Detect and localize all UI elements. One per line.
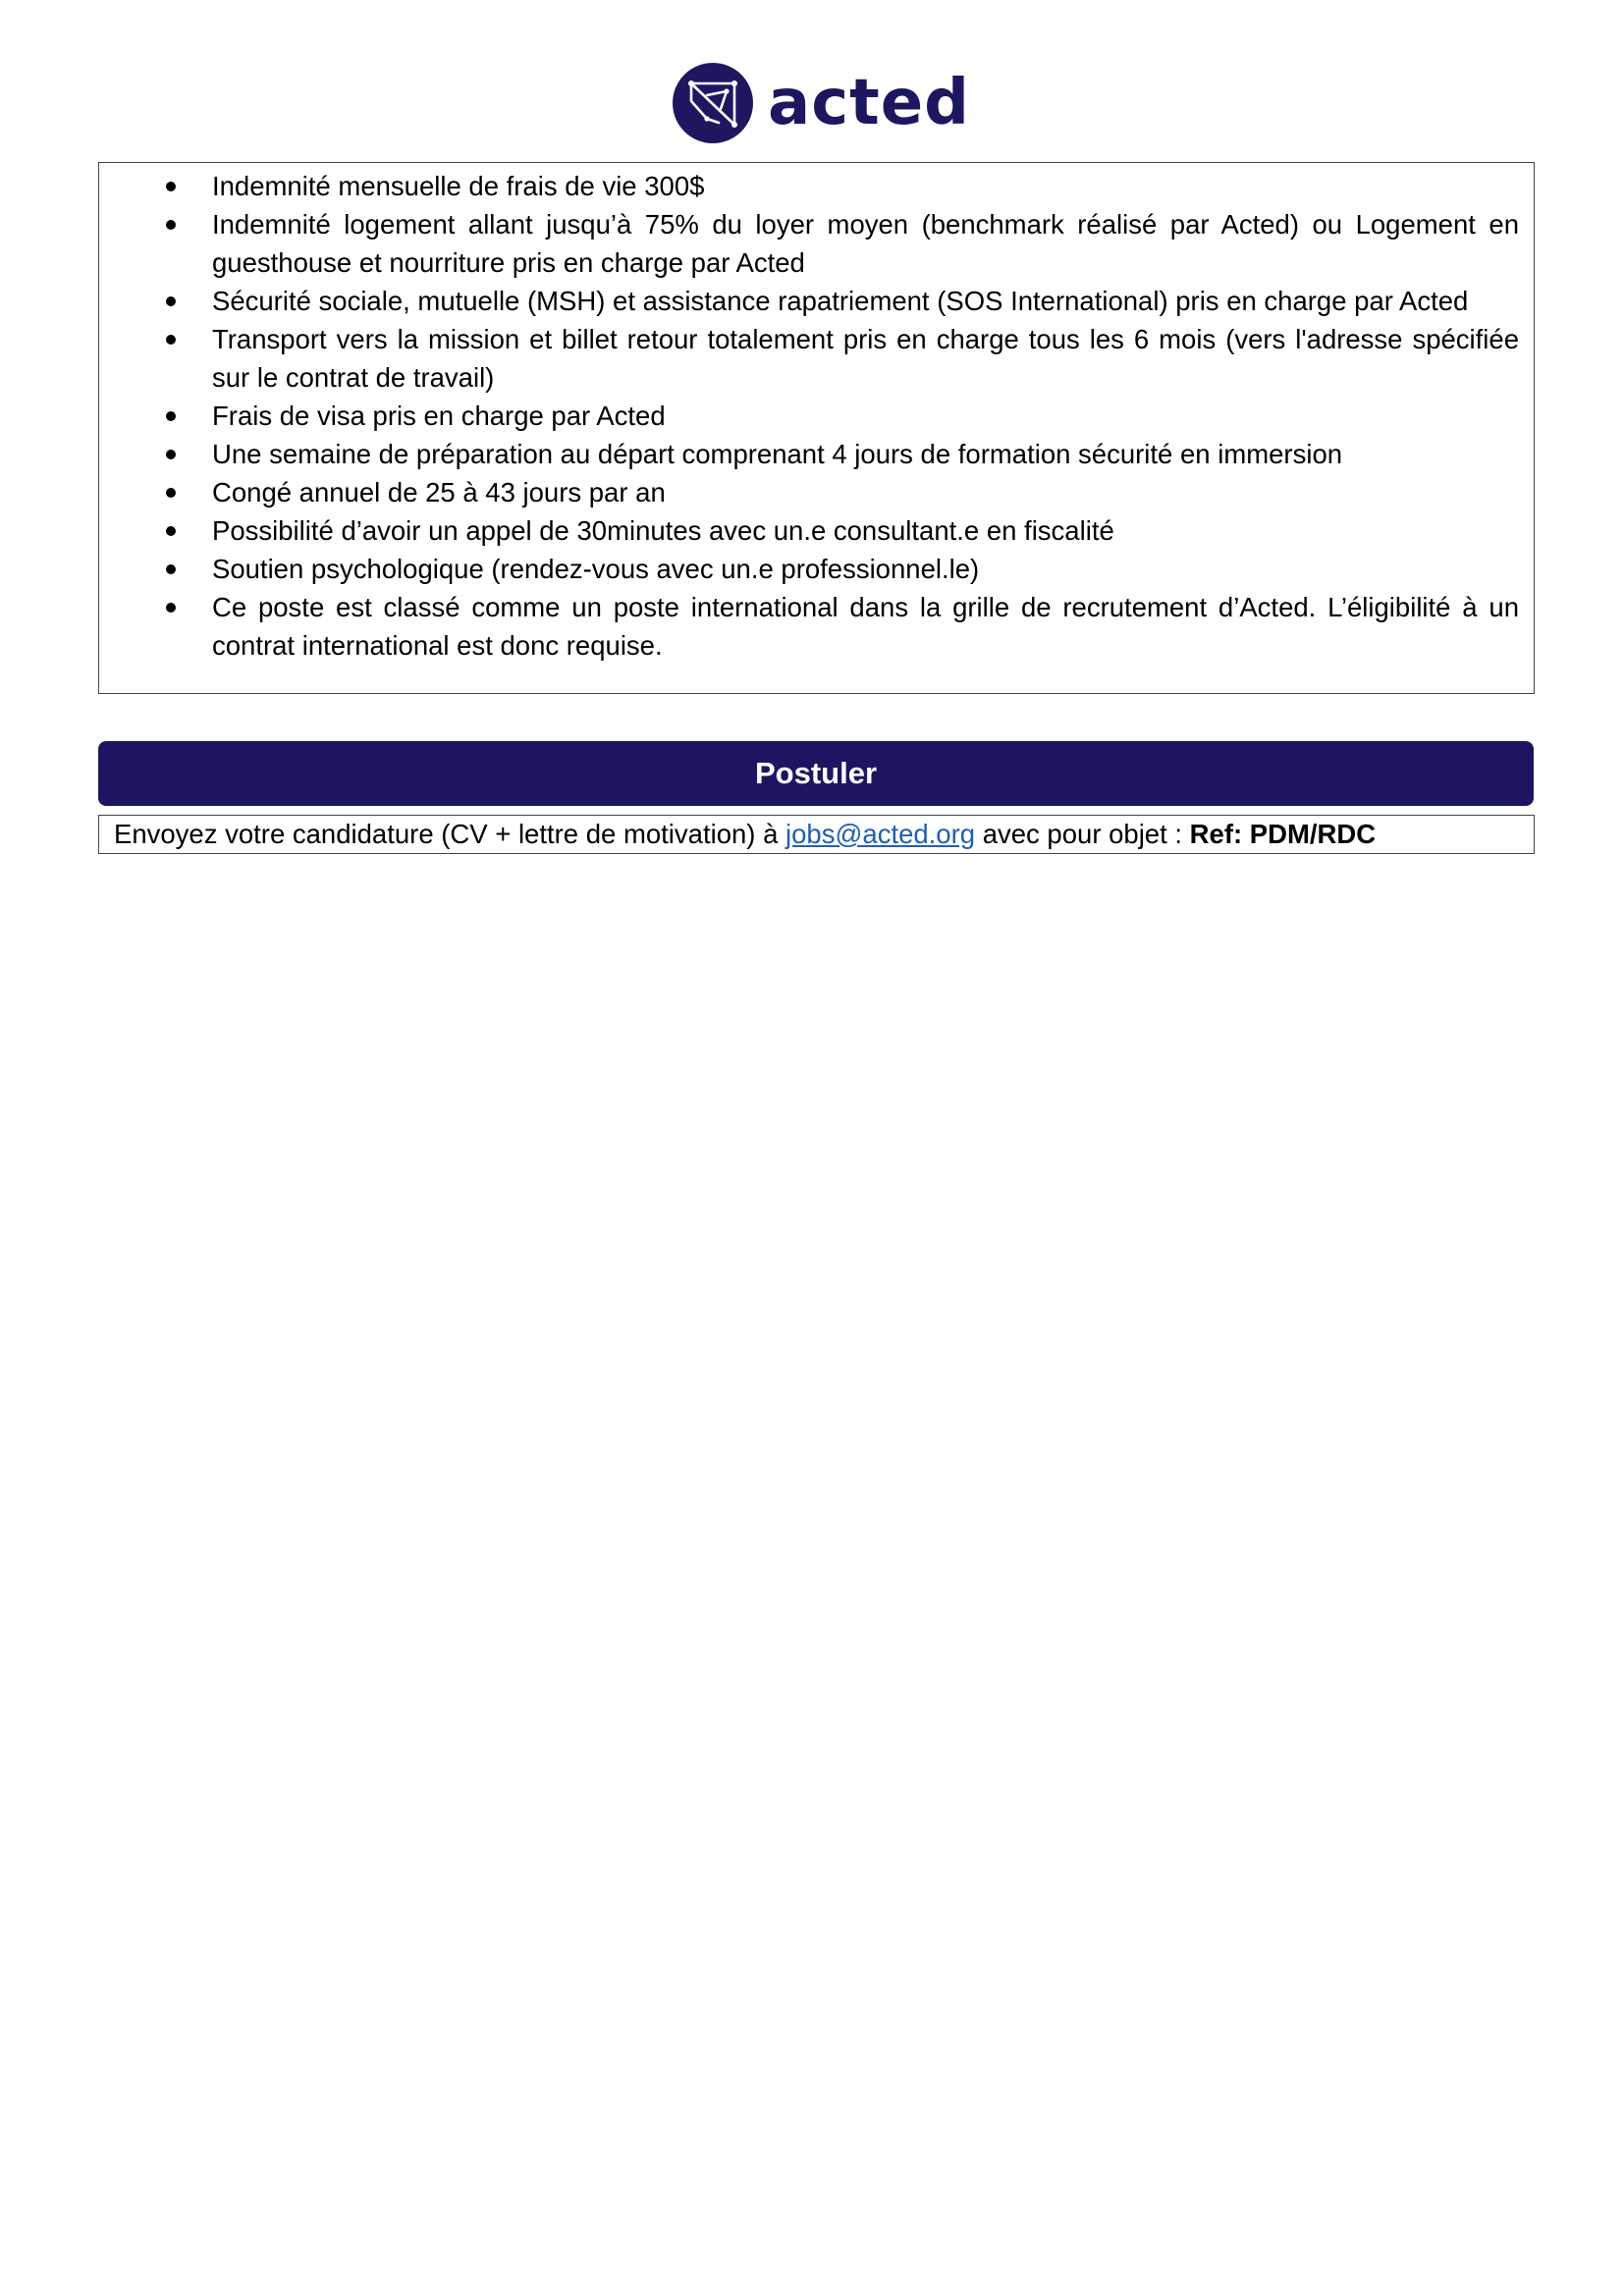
list-item <box>99 473 1534 511</box>
benefit-text: Indemnité mensuelle de frais de vie 300$ <box>212 171 705 201</box>
list-item <box>99 205 1534 282</box>
bullet-icon <box>166 603 176 613</box>
benefit-text: Indemnité logement allant jusqu’à 75% du loyer moyen (benchmark réalisé par Acted) ou Logement en guesthouse et nourriture pris en charge par Acted <box>212 209 1519 278</box>
bullet-icon <box>166 564 176 574</box>
acted-logo <box>672 61 970 145</box>
bullet-icon <box>166 488 176 498</box>
benefit-text: Congé annuel de 25 à 43 jours par an <box>212 477 666 507</box>
list-item <box>99 550 1534 588</box>
benefit-text: Frais de visa pris en charge par Acted <box>212 400 666 431</box>
list-item <box>99 435 1534 473</box>
benefits-list <box>99 167 1534 665</box>
list-item <box>99 167 1534 205</box>
bullet-icon <box>166 335 176 345</box>
benefit-text: Sécurité sociale, mutuelle (MSH) et assistance rapatriement (SOS International) pris en charge par Acted <box>212 286 1469 316</box>
benefit-text: Soutien psychologique (rendez-vous avec un.e professionnel.le) <box>212 554 980 584</box>
benefits-box <box>98 162 1535 694</box>
bullet-icon <box>166 182 176 191</box>
list-item <box>99 397 1534 435</box>
bullet-icon <box>166 450 176 459</box>
apply-section-header <box>98 741 1534 806</box>
apply-instructions <box>98 815 1535 854</box>
apply-text-before: Envoyez votre candidature (CV + lettre de motivation) à <box>114 819 786 849</box>
apply-text-after: avec pour objet : <box>975 819 1190 849</box>
benefit-text: Ce poste est classé comme un poste international dans la grille de recrutement d’Acted. L’éligibilité à un contrat international est donc requise. <box>212 592 1519 661</box>
list-item <box>99 282 1534 320</box>
acted-emblem-icon <box>672 62 754 144</box>
logo-wordmark: acted <box>768 67 970 139</box>
email-link[interactable]: jobs@acted.org <box>785 819 976 849</box>
bullet-icon <box>166 296 176 306</box>
list-item <box>99 511 1534 550</box>
list-item <box>99 588 1534 665</box>
list-item <box>99 320 1534 397</box>
benefit-text: Transport vers la mission et billet retour totalement pris en charge tous les 6 mois (vers l'adresse spécifiée sur le contrat de travail) <box>212 324 1519 393</box>
bullet-icon <box>166 220 176 230</box>
bullet-icon <box>166 526 176 536</box>
benefit-text: Possibilité d’avoir un appel de 30minutes avec un.e consultant.e en fiscalité <box>212 515 1114 546</box>
benefit-text: Une semaine de préparation au départ comprenant 4 jours de formation sécurité en immersion <box>212 439 1343 469</box>
reference-code: Ref: PDM/RDC <box>1189 819 1377 849</box>
bullet-icon <box>166 411 176 421</box>
apply-title: Postuler <box>754 756 878 790</box>
